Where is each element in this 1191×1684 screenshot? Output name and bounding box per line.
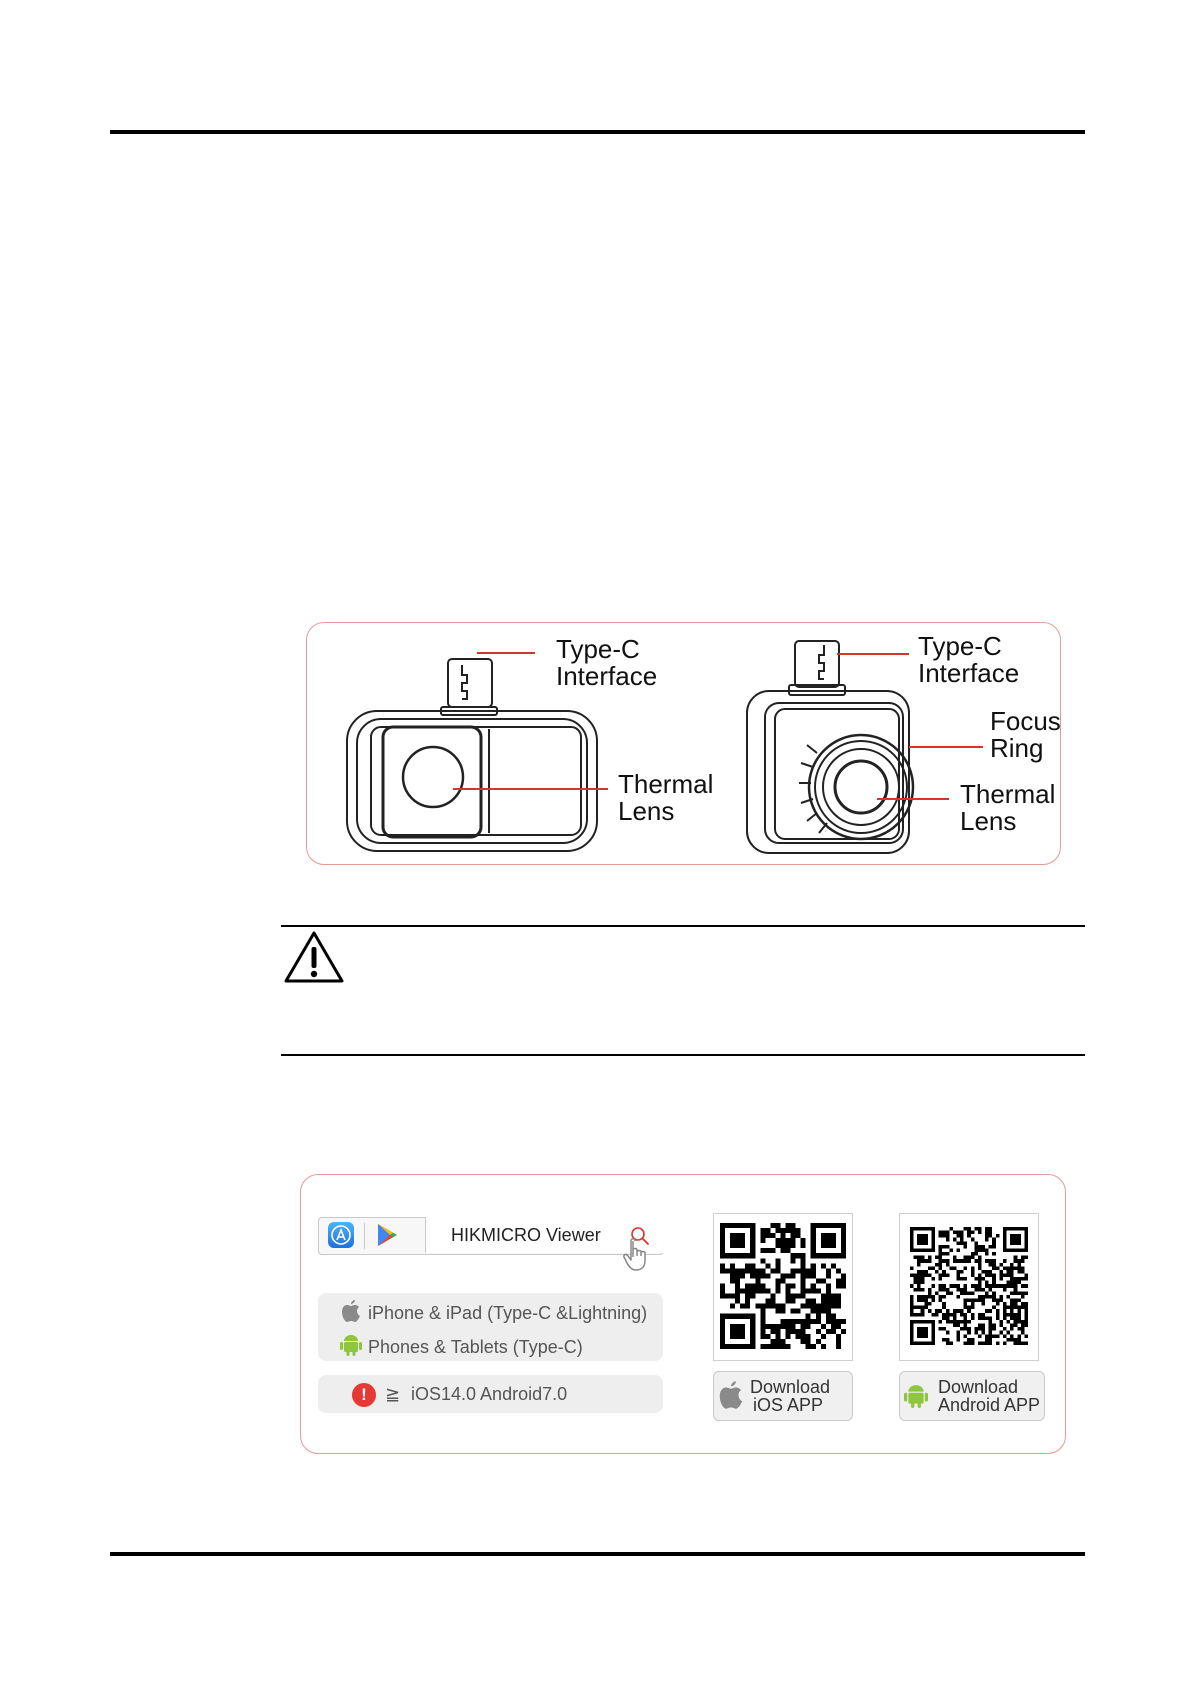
- greater-equal-symbol: ≧: [385, 1384, 401, 1404]
- left-typec-leader: [477, 652, 535, 654]
- right-lens-leader: [877, 798, 949, 800]
- footer-rule: [110, 1552, 1085, 1556]
- download-android-button[interactable]: [899, 1371, 1045, 1421]
- search-bar-divider: [364, 1223, 365, 1249]
- android-compatibility-text: Phones & Tablets (Type-C): [368, 1337, 583, 1357]
- left-typec-label-line2: Interface: [556, 661, 658, 691]
- caution-bottom-rule: [281, 1054, 1085, 1056]
- download-ios-button[interactable]: [713, 1371, 853, 1421]
- caution-top-rule: [281, 925, 1085, 927]
- requirement-text: iOS14.0 Android7.0: [411, 1384, 568, 1404]
- header-rule: [110, 130, 1085, 134]
- alert-icon: !: [352, 1383, 376, 1407]
- left-typec-label-line1: Type-C: [556, 634, 640, 664]
- left-lens-label-line1: Thermal: [618, 769, 714, 799]
- right-typec-label-line1: Type-C: [918, 631, 1002, 661]
- google-play-icon[interactable]: [374, 1222, 400, 1248]
- right-lens-label-line1: Thermal: [960, 779, 1056, 809]
- right-focus-label-line1: Focus: [990, 706, 1061, 736]
- app-store-glyph-icon: [328, 1222, 354, 1248]
- apple-download-icon: [718, 1380, 744, 1410]
- right-lens-label-line2: Lens: [960, 806, 1017, 836]
- apple-compatibility-text: iPhone & iPad (Type-C &Lightning): [368, 1303, 648, 1323]
- left-lens-label-line2: Lens: [618, 796, 675, 826]
- apple-icon: [341, 1299, 361, 1323]
- right-typec-leader: [837, 653, 909, 655]
- hand-pointer-icon: [623, 1237, 653, 1273]
- device-parts-figure: [306, 622, 1061, 865]
- left-lens-leader: [453, 788, 608, 790]
- app-download-figure: [300, 1174, 1066, 1454]
- download-android-line2: Android APP: [938, 1395, 1041, 1415]
- android-qr-code[interactable]: [899, 1213, 1039, 1361]
- download-ios-line2: iOS APP: [753, 1395, 824, 1415]
- right-focus-label-line2: Ring: [990, 733, 1044, 763]
- right-typec-label-line2: Interface: [918, 658, 1020, 688]
- android-icon: [340, 1333, 362, 1357]
- download-android-line1: Download: [938, 1377, 1019, 1397]
- search-input-value: HIKMICRO Viewer: [451, 1225, 601, 1245]
- right-focus-leader: [909, 746, 983, 748]
- download-ios-line1: Download: [750, 1377, 831, 1397]
- android-download-icon: [904, 1382, 928, 1410]
- warning-triangle-icon: [283, 930, 345, 984]
- ios-qr-code[interactable]: [713, 1213, 853, 1361]
